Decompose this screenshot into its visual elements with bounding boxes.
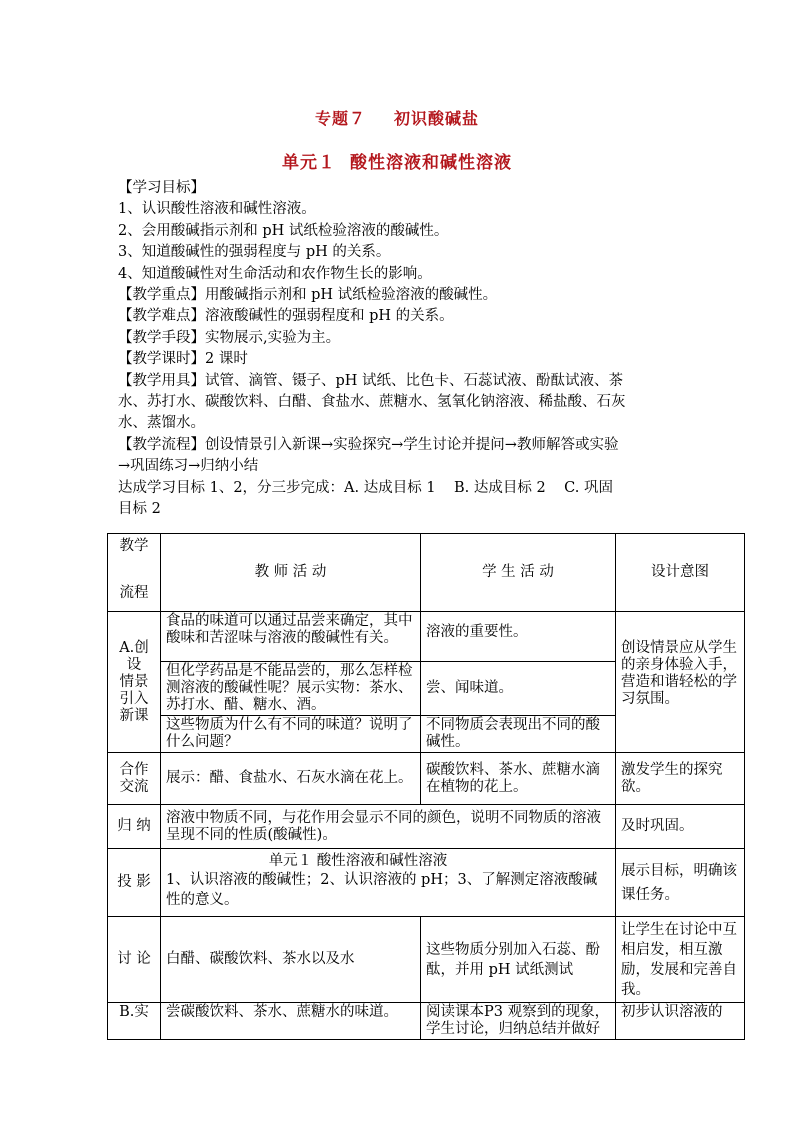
design-intent-cell: 初步认识溶液的 (616, 1003, 745, 1040)
stage-label-summary: 归 纳 (108, 805, 161, 849)
lesson-intro (118, 178, 688, 521)
table-row (108, 1003, 745, 1040)
projection-cell (161, 849, 616, 917)
stage-label-a: A.创 设 情景 引入 新课 (108, 612, 161, 753)
intro-line: 2、会用酸碱指示剂和 pH 试纸检验溶液的酸碱性。 (118, 222, 449, 239)
design-intent-cell: 创设情景应从学生的亲身体验入手，营造和谐轻松的学习氛围。 (616, 612, 745, 753)
design-intent-cell: 展示目标，明确该课任务。 (616, 849, 745, 917)
intro-line: 水、蒸馏水。 (118, 415, 205, 432)
table-row (108, 805, 745, 849)
topic-number: 专题７ (314, 109, 366, 128)
teacher-activity-header: 教 师 活 动 (161, 534, 421, 612)
unit-number: 单元１ (282, 153, 336, 173)
process-header (108, 534, 161, 612)
process-header-top: 教学 (119, 538, 149, 554)
stage-label-coop: 合作 交流 (108, 753, 161, 805)
table-row (108, 612, 745, 662)
intro-line: 达成学习目标 1、2，分三步完成：A. 达成目标 1 B. 达成目标 2 C. 巩固 (118, 479, 613, 496)
intro-line: 【学习目标】 (118, 180, 205, 196)
student-activity-cell: 碳酸饮料、茶水、蔗糖水滴在植物的花上。 (421, 753, 616, 805)
student-activity-cell: 不同物质会表现出不同的酸碱性。 (421, 716, 616, 753)
stage-label-discussion: 讨 论 (108, 917, 161, 1003)
teacher-activity-cell: 食品的味道可以通过品尝来确定，其中酸味和苦涩味与溶液的酸碱性有关。 (161, 612, 421, 662)
teacher-activity-cell: 但化学药品是不能品尝的，那么怎样检测溶液的酸碱性呢？展示实物：茶水、苏打水、醋、糖水、酒。 (161, 662, 421, 716)
projection-text: 1、认识溶液的酸碱性；2、认识溶液的 pH；3、了解测定溶液酸碱性的意义。 (166, 872, 598, 908)
teacher-activity-cell: 这些物质为什么有不同的味道？说明了什么问题？ (161, 716, 421, 753)
projection-title: 单元１ 酸性溶液和碱性溶液 (268, 853, 448, 869)
intro-line: 3、知道酸碱性的强弱程度与 pH 的关系。 (118, 244, 391, 261)
unit-title (0, 148, 794, 173)
summary-text-cell: 溶液中物质不同，与花作用会显示不同的颜色，说明不同物质的溶液呈现不同的性质(酸碱性)。 (161, 805, 616, 849)
unit-name: 酸性溶液和碱性溶液 (350, 153, 512, 173)
table-header-row (108, 534, 745, 612)
intro-line: 【教学重点】用酸碱指示剂和 pH 试纸检验溶液的酸碱性。 (118, 287, 498, 304)
topic-title (0, 106, 794, 129)
process-header-bottom: 流程 (119, 585, 149, 601)
design-intent-cell: 及时巩固。 (616, 805, 745, 849)
teacher-activity-cell: 展示：醋、食盐水、石灰水滴在花上。 (161, 753, 421, 805)
teacher-activity-cell: 尝碳酸饮料、茶水、蔗糖水的味道。 (161, 1003, 421, 1040)
student-activity-cell: 这些物质分别加入石蕊、酚酞，并用 pH 试纸测试 (421, 917, 616, 1003)
student-activity-cell: 尝、闻味道。 (421, 662, 616, 716)
table-row (108, 753, 745, 805)
intro-line: 【教学用具】试管、滴管、镊子、pH 试纸、比色卡、石蕊试液、酚酞试液、茶 (118, 372, 624, 389)
student-activity-header: 学 生 活 动 (421, 534, 616, 612)
design-intent-cell: 让学生在讨论中互相启发，相互激励，发展和完善自我。 (616, 917, 745, 1003)
intro-line: 水、苏打水、碳酸饮料、白醋、食盐水、蔗糖水、氢氧化钠溶液、稀盐酸、石灰 (118, 394, 626, 411)
student-activity-cell: 阅读课本P3 观察到的现象，学生讨论，归纳总结并做好 (421, 1003, 616, 1040)
intro-line: 【教学课时】2 课时 (118, 351, 248, 368)
table-row (108, 849, 745, 917)
intro-line: 【教学难点】溶液酸碱性的强弱程度和 pH 的关系。 (118, 308, 454, 325)
intro-line: 【教学流程】创设情景引入新课→实验探究→学生讨论并提问→教师解答或实验 (118, 436, 619, 453)
intro-line: 1、认识酸性溶液和碱性溶液。 (118, 201, 316, 218)
stage-label-b: B.实 (108, 1003, 161, 1040)
stage-label-projection: 投 影 (108, 849, 161, 917)
intro-line: 目标 2 (118, 501, 161, 518)
intro-line: 【教学手段】实物展示,实验为主。 (118, 329, 341, 346)
design-intent-header: 设计意图 (616, 534, 745, 612)
student-activity-cell: 溶液的重要性。 (421, 612, 616, 662)
teaching-plan-table (107, 533, 745, 1040)
intro-line: 4、知道酸碱性对生命活动和农作物生长的影响。 (118, 265, 432, 282)
teacher-activity-cell: 白醋、碳酸饮料、茶水以及水 (161, 917, 421, 1003)
intro-line: →巩固练习→归纳小结 (118, 458, 259, 475)
table-row (108, 917, 745, 1003)
topic-name: 初识酸碱盐 (394, 109, 480, 128)
design-intent-cell: 激发学生的探究欲。 (616, 753, 745, 805)
